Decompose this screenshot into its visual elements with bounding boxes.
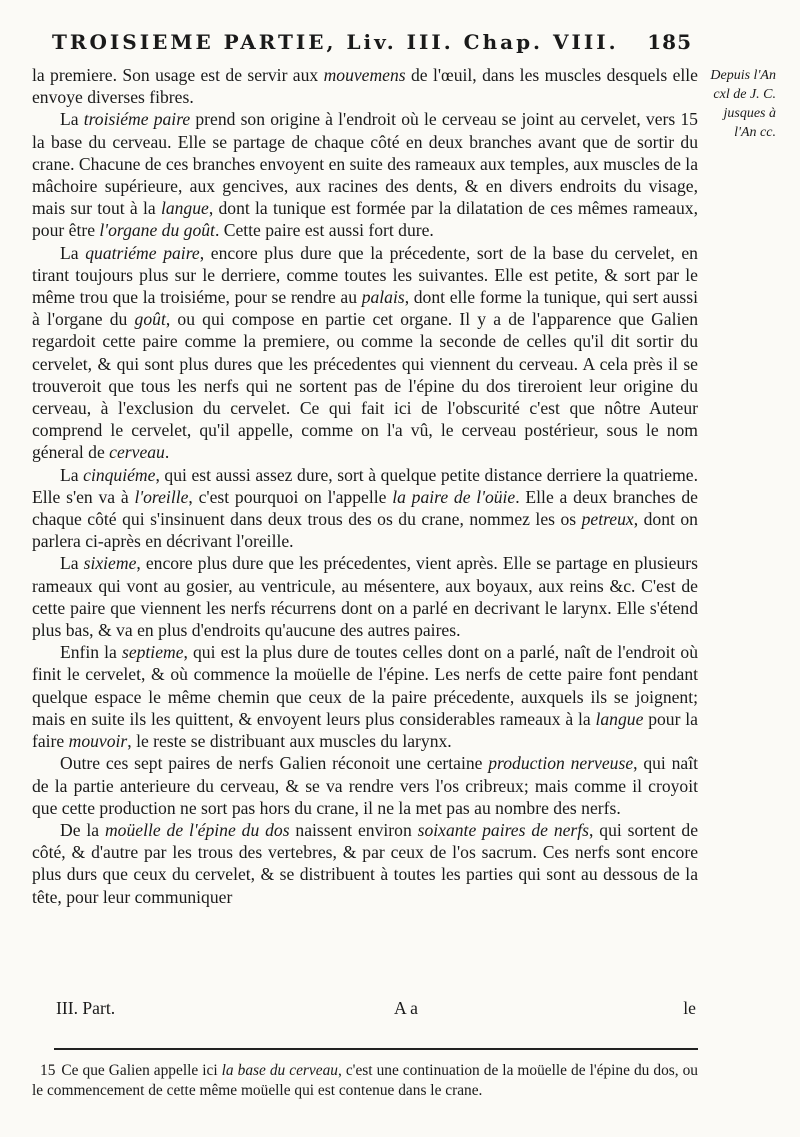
italic-term: petreux: [581, 509, 634, 530]
text-run: . Cette paire est aussi fort dure.: [214, 220, 434, 241]
italic-term: troisiéme paire: [83, 109, 191, 130]
paragraph: [32, 641, 698, 752]
paragraph: [32, 464, 698, 553]
italic-term: la base du cerveau: [221, 1062, 338, 1079]
running-header: [52, 30, 692, 54]
footnote-text: [32, 1062, 698, 1099]
text-run: La: [60, 464, 84, 485]
text-run: , dont elle forme la tunique, qui sert aussi à l'organe du: [32, 287, 698, 330]
italic-term: goût: [134, 309, 166, 330]
text-run: naissent environ: [289, 819, 418, 840]
italic-term: langue: [160, 198, 209, 219]
catchword: le: [683, 998, 696, 1018]
italic-term: l'organe du goût: [99, 220, 215, 241]
text-run: Outre ces sept paires de nerfs Galien réconoit une certaine: [60, 753, 489, 774]
paragraph: [32, 242, 698, 464]
text-run: de l'œuil, dans les muscles desquels elle envoye diverses fibres.: [32, 65, 698, 108]
main-text: [32, 64, 698, 908]
text-run: , dont la tunique est formée par la dilatation de ces mêmes rameaux, pour être: [32, 198, 698, 241]
text-run: La: [60, 242, 86, 263]
paragraph: [32, 552, 698, 641]
running-title: TROISIEME PARTIE,: [52, 30, 337, 54]
text-run: , qui est la plus dure de toutes celles dont on a parlé, naît de l'endroit où finit le cervelet, & où commence la moüelle de l'épine. Les nerfs de cette paire font pendant quelque espace le même chemin que ceux de la paire précedente, auxquels ils se joignent; mais en suite ils les quittent, & envoyent leurs plus considerables rameaux à la: [32, 642, 699, 729]
italic-term: mouvemens: [323, 65, 406, 85]
book-chapter: Liv. III. Chap. VIII.: [346, 30, 619, 54]
italic-term: l'oreille: [134, 486, 189, 507]
text-run: De la: [60, 819, 105, 840]
page-number: 185: [647, 30, 692, 54]
footnote: [32, 1061, 698, 1101]
footnote-number: 15: [40, 1062, 56, 1079]
paragraph: [32, 108, 698, 241]
italic-term: moüelle de l'épine du dos: [104, 819, 290, 840]
italic-term: septieme: [121, 642, 184, 663]
italic-term: quatriéme paire: [85, 242, 200, 263]
text-run: la premiere. Son usage est de servir aux: [32, 65, 324, 85]
italic-term: la paire de l'oüie: [392, 486, 516, 507]
text-run: , dont on parlera ci-après en décrivant l'oreille.: [32, 509, 698, 552]
text-run: , encore plus dure que les précedentes, vient après. Elle se partage en plusieurs rameaux qui vont au gosier, au ventricule, au mésentere, aux boyaux, aux reins &c. C'est de cette paire que viennent les nerfs récurrens dont on a parlé en decrivant le larynx. Elle s'étend plus bas, & va en plus d'endroits qu'aucune des autres paires.: [32, 553, 698, 641]
paragraph: [32, 64, 698, 108]
text-run: .: [164, 442, 170, 463]
italic-term: soixante paires de nerfs: [417, 819, 590, 840]
text-run: , qui est aussi assez dure, sort à quelque petite distance derriere la quatrieme. Elle s'en va à: [32, 464, 698, 507]
text-run: prend son origine à l'endroit où le cerveau se joint au cervelet, vers 15 la base du cerveau. Elle se partage de chaque côté en deux branches avant que de sortir du crane. Chacune de ces branches envoyent en suite des rameaux aux temples, aux muscles de la mâchoire supérieure, aux gencives, aux racines des dents, & en divers endroits du visage, mais sur tout à la: [32, 109, 698, 219]
text-run: Enfin la: [60, 642, 122, 663]
paragraph: [32, 752, 698, 819]
text-run: , encore plus dure que la précedente, sort de la base du cervelet, en tirant toujours plus sur le derriere, comme toutes les suivantes. Elle est petite, & sort par le même trou que la troisiéme, pour se rendre au: [32, 242, 698, 308]
italic-term: langue: [595, 708, 644, 729]
italic-term: mouvoir: [68, 731, 128, 752]
paragraph: [32, 819, 698, 908]
italic-term: production nerveuse: [488, 753, 634, 774]
text-run: pour la faire: [32, 708, 698, 752]
italic-term: cinquiéme: [83, 464, 156, 485]
text-run: La: [60, 553, 84, 574]
italic-term: cerveau: [109, 442, 165, 463]
text-run: , le reste se distribuant aux muscles du larynx.: [127, 731, 452, 752]
signature-part: III. Part.: [56, 998, 116, 1018]
footnote-divider: [54, 1048, 698, 1050]
signature-mark: A a: [394, 998, 418, 1018]
italic-term: sixieme: [83, 553, 137, 574]
margin-note: Depuis l'An cxl de J. C. jusques à l'An cc.: [710, 68, 776, 140]
text-run: La: [60, 109, 84, 130]
text-run: , qui naît de la partie anterieure du cerveau, & se va rendre vers l'os cribreux; mais comme il croyoit que cette production ne sort pas hors du crane, il ne la met pas au nombre des nerfs.: [32, 753, 699, 818]
text-run: Ce que Galien appelle ici: [61, 1062, 222, 1079]
text-run: , qui sortent de côté, & d'autre par les trous des vertebres, & par ceux de l'os sacrum. Ces nerfs sont encore plus durs que ceux du cervelet, & se distribuent à toutes les parties qui sont au dessous de la tête, pour leur communiquer: [32, 819, 699, 907]
italic-term: palais: [361, 287, 405, 308]
text-run: , c'est pourquoi on l'appelle: [188, 486, 393, 507]
text-run: , c'est une continuation de la moüelle de l'épine du dos, ou le commencement de cette même moüelle qui est contenue dans le crane.: [32, 1062, 699, 1099]
text-run: . Elle a deux branches de chaque côté qui s'insinuent dans deux trous des os du crane, nommez les os: [32, 486, 698, 530]
text-run: , ou qui compose en partie cet organe. Il y a de l'apparence que Galien regardoit cette paire comme la premiere, ou comme la seconde de celles qu'il dit sortir du cervelet, & qui sont plus dures que les précedentes qui viennent du cerveau. A cela près il se trouveroit que tous les nerfs qui ne sortent pas de l'épine du dos tireroient leur origine du cerveau, à l'exclusion du cervelet. Ce qui fait ici de l'obscurité c'est que nôtre Auteur comprend le cervelet, qu'il appelle, comme on l'a vû, le cerveau postérieur, sous le nom géneral de: [32, 309, 699, 463]
